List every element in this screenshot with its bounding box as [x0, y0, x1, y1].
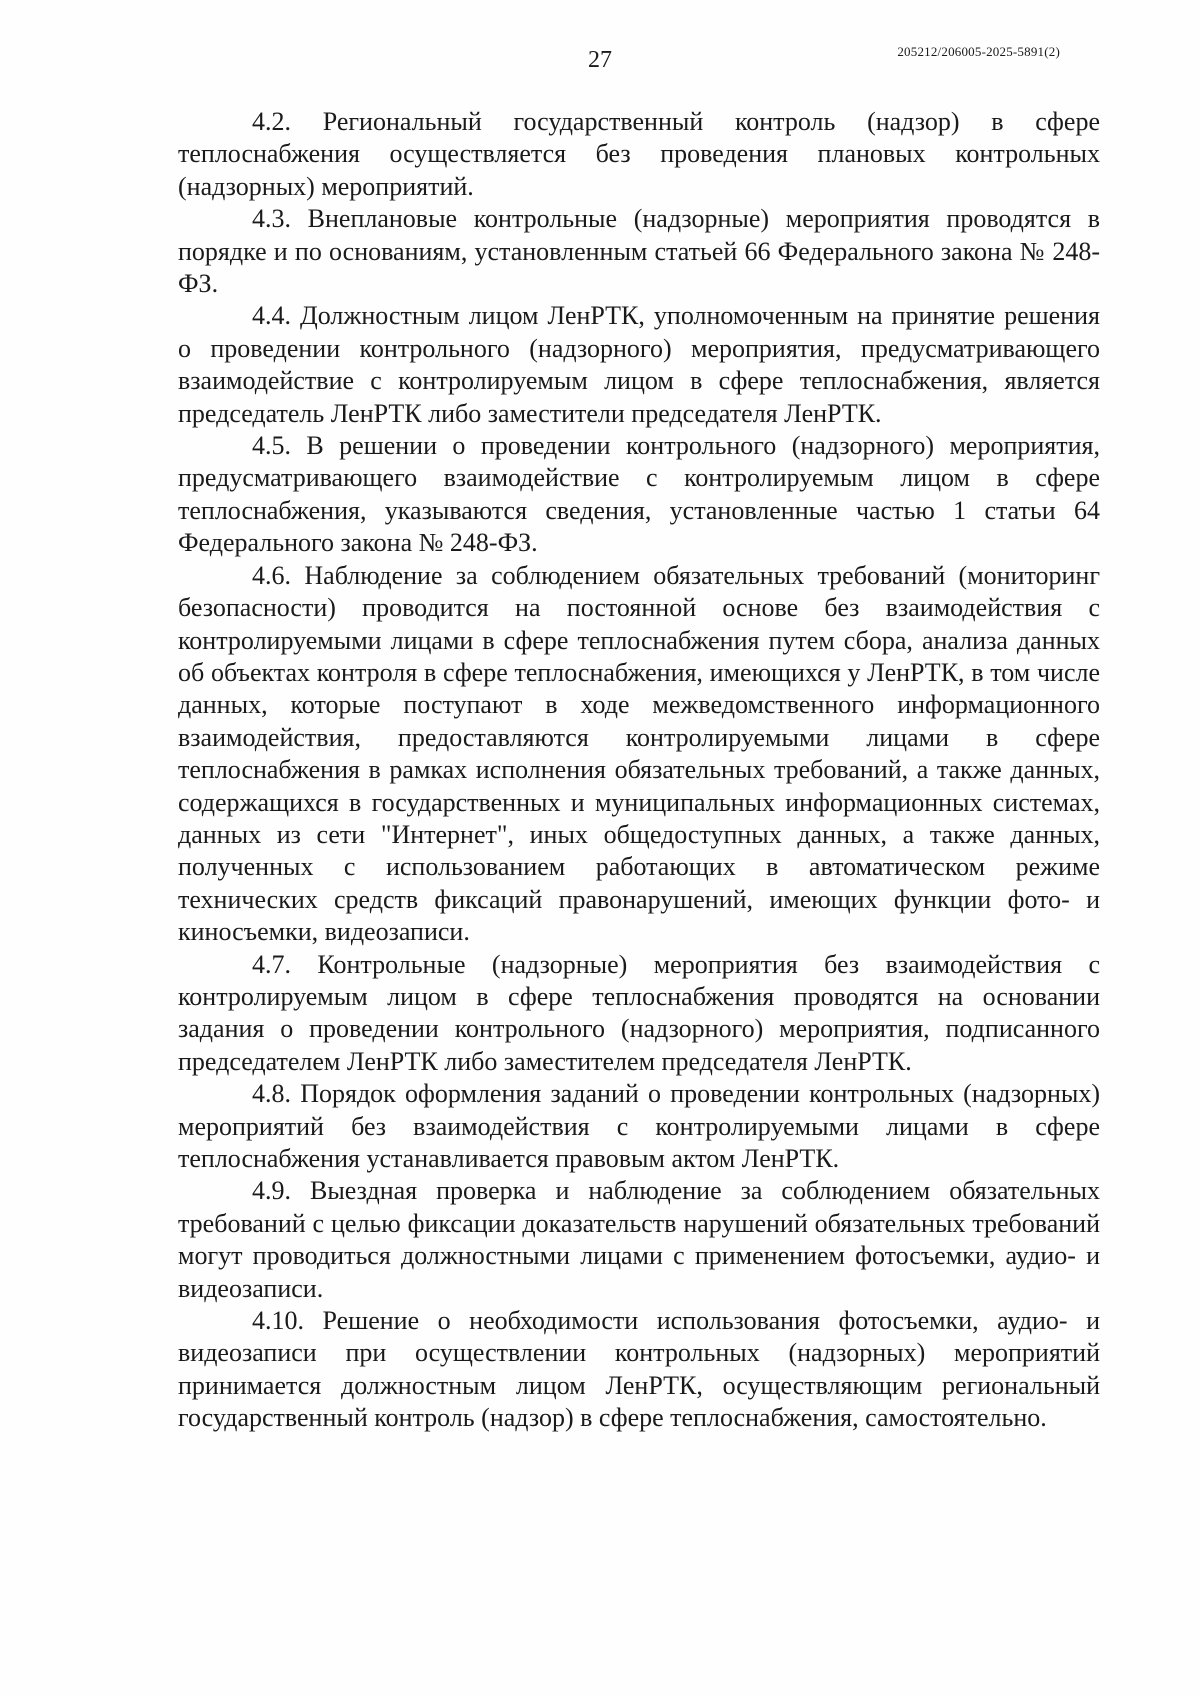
document-body: [178, 106, 1100, 1435]
paragraph-4-10: 4.10. Решение о необходимости использования фотосъемки, аудио- и видеозаписи при осуществлении контрольных (надзорных) мероприятий принимается должностным лицом ЛенРТК, осуществляющим региональный государственный контроль (надзор) в сфере теплоснабжения, самостоятельно.: [178, 1306, 1100, 1433]
paragraph-4-7: 4.7. Контрольные (надзорные) мероприятия без взаимодействия с контролируемым лицом в сфере теплоснабжения проводятся на основании задания о проведении контрольного (надзорного) мероприятия, подписанного председателем ЛенРТК либо заместителем председателя ЛенРТК.: [178, 949, 1100, 1076]
paragraph-4-2: 4.2. Региональный государственный контроль (надзор) в сфере теплоснабжения осуществляется без проведения плановых контрольных (надзорных) мероприятий.: [178, 107, 1100, 201]
paragraph-4-6: 4.6. Наблюдение за соблюдением обязательных требований (мониторинг безопасности) проводится на постоянной основе без взаимодействия с контролируемыми лицами в сфере теплоснабжения путем сбора, анализа данных об объектах контроля в сфере теплоснабжения, имеющихся у ЛенРТК, в том числе данных, которые поступают в ходе межведомственного информационного взаимодействия, предоставляются контролируемыми лицами в сфере теплоснабжения в рамках исполнения обязательных требований, а также данных, содержащихся в государственных и муниципальных информационных системах, данных из сети "Интернет", иных общедоступных данных, а также данных, полученных с использованием работающих в автоматическом режиме технических средств фиксаций правонарушений, имеющих функции фото- и киносъемки, видеозаписи.: [178, 560, 1100, 947]
paragraph-4-9: 4.9. Выездная проверка и наблюдение за соблюдением обязательных требований с целью фиксации доказательств нарушений обязательных требований могут проводиться должностными лицами с применением фотосъемки, аудио- и видеозаписи.: [178, 1176, 1100, 1303]
document-id: 205212/206005-2025-5891(2): [897, 44, 1060, 59]
paragraph-4-5: 4.5. В решении о проведении контрольного (надзорного) мероприятия, предусматривающего взаимодействие с контролируемым лицом в сфере теплоснабжения, указываются сведения, установленные частью 1 статьи 64 Федерального закона № 248-ФЗ.: [178, 431, 1100, 558]
page-number: 27: [588, 47, 612, 73]
paragraph-4-4: 4.4. Должностным лицом ЛенРТК, уполномоченным на принятие решения о проведении контрольного (надзорного) мероприятия, предусматривающего взаимодействие с контролируемым лицом в сфере теплоснабжения, является председатель ЛенРТК либо заместители председателя ЛенРТК.: [178, 301, 1100, 428]
paragraph-4-3: 4.3. Внеплановые контрольные (надзорные) мероприятия проводятся в порядке и по основаниям, установленным статьей 66 Федерального закона № 248-ФЗ.: [178, 204, 1100, 299]
paragraph-4-8: 4.8. Порядок оформления заданий о проведении контрольных (надзорных) мероприятий без взаимодействия с контролируемыми лицами в сфере теплоснабжения устанавливается правовым актом ЛенРТК.: [178, 1079, 1100, 1173]
